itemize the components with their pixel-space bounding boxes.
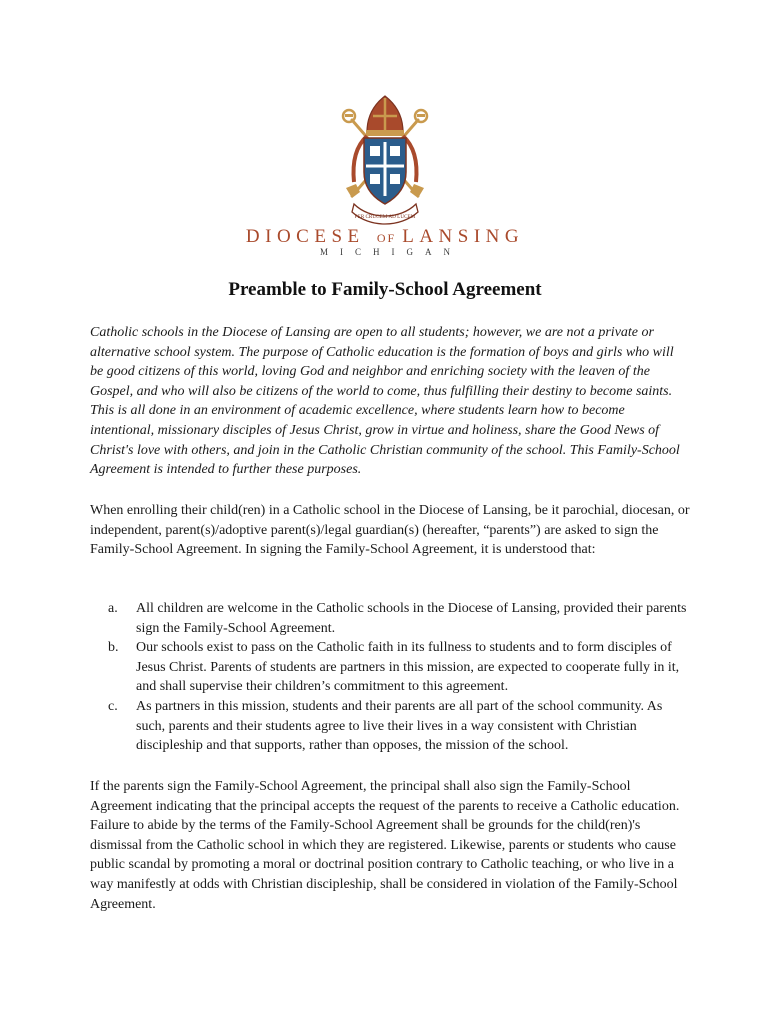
diocese-word-1: DIOCESE xyxy=(245,226,365,247)
list-marker: c. xyxy=(108,698,118,714)
list-item xyxy=(108,638,690,697)
diocese-name xyxy=(0,226,770,248)
enrollment-paragraph: When enrolling their child(ren) in a Catholic school in the Diocese of Lansing, be it parochial, diocesan, or independent, parent(s)/adoptive parent(s)/legal guardian(s) (hereafter, “parents”) are asked to sign the Family-School Agreement. In signing the Family-School Agreement, it is understood that: xyxy=(90,503,690,558)
diocese-of: OF xyxy=(376,231,397,245)
list-marker: a. xyxy=(108,601,118,616)
list-item xyxy=(108,599,690,638)
crest-motto: PER CRUCEM AD LUCEM xyxy=(354,214,416,220)
list-item xyxy=(108,697,690,756)
diocese-word-2: LANSING xyxy=(402,226,525,247)
closing-paragraph: If the parents sign the Family-School Agreement, the principal shall also sign the Family-School Agreement indicating that the principal accepts the request of the parents to receive a Catholic education. Failure to abide by the terms of the Family-School Agreement shall be grounds for the child(ren)'s dismissal from the Catholic school in which they are registered. Likewise, parents or students who cause public scandal by promoting a moral or doctrinal position contrary to Catholic teaching, or who live in a way manifestly at odds with Christian discipleship, shall be considered in violation of the Family-School Agreement. xyxy=(90,779,680,912)
state-name: MICHIGAN xyxy=(320,247,462,257)
page-title: Preamble to Family-School Agreement xyxy=(228,279,542,300)
list-item-text: As partners in this mission, students and their parents are all part of the school community. As such, parents and their students agree to live their lives in a way consistent with Christian discipleship and that supports, rather than opposes, the mission of the school. xyxy=(136,698,663,754)
list-marker: b. xyxy=(108,640,119,656)
list-item-text: Our schools exist to pass on the Catholic faith in its fullness to students and to form disciples of Jesus Christ. Parents of students are partners in this mission, are expected to cooperate fully in it, and shall supervise their children’s commitment to this agreement. xyxy=(136,640,680,695)
intro-paragraph: Catholic schools in the Diocese of Lansing are open to all students; however, we are not a private or alternative school system. The purpose of Catholic education is the formation of boys and girls who will be good citizens of this world, loving God and neighbor and enriching society with the leaven of the Gospel, and who will also be citizens of the world to come, thus fulfilling their destiny to become saints. This is all done in an environment of academic excellence, where students learn how to become intentional, missionary disciples of Jesus Christ, grow in virtue and holiness, share the Good News of Christ's love with others, and join in the Catholic Christian community of the school. This Family-School Agreement is intended to further these purposes. xyxy=(90,325,680,478)
agreement-list xyxy=(108,599,690,756)
list-item-text: All children are welcome in the Catholic schools in the Diocese of Lansing, provided their parents sign the Family-School Agreement. xyxy=(136,601,687,636)
diocese-crest-logo xyxy=(334,92,436,227)
